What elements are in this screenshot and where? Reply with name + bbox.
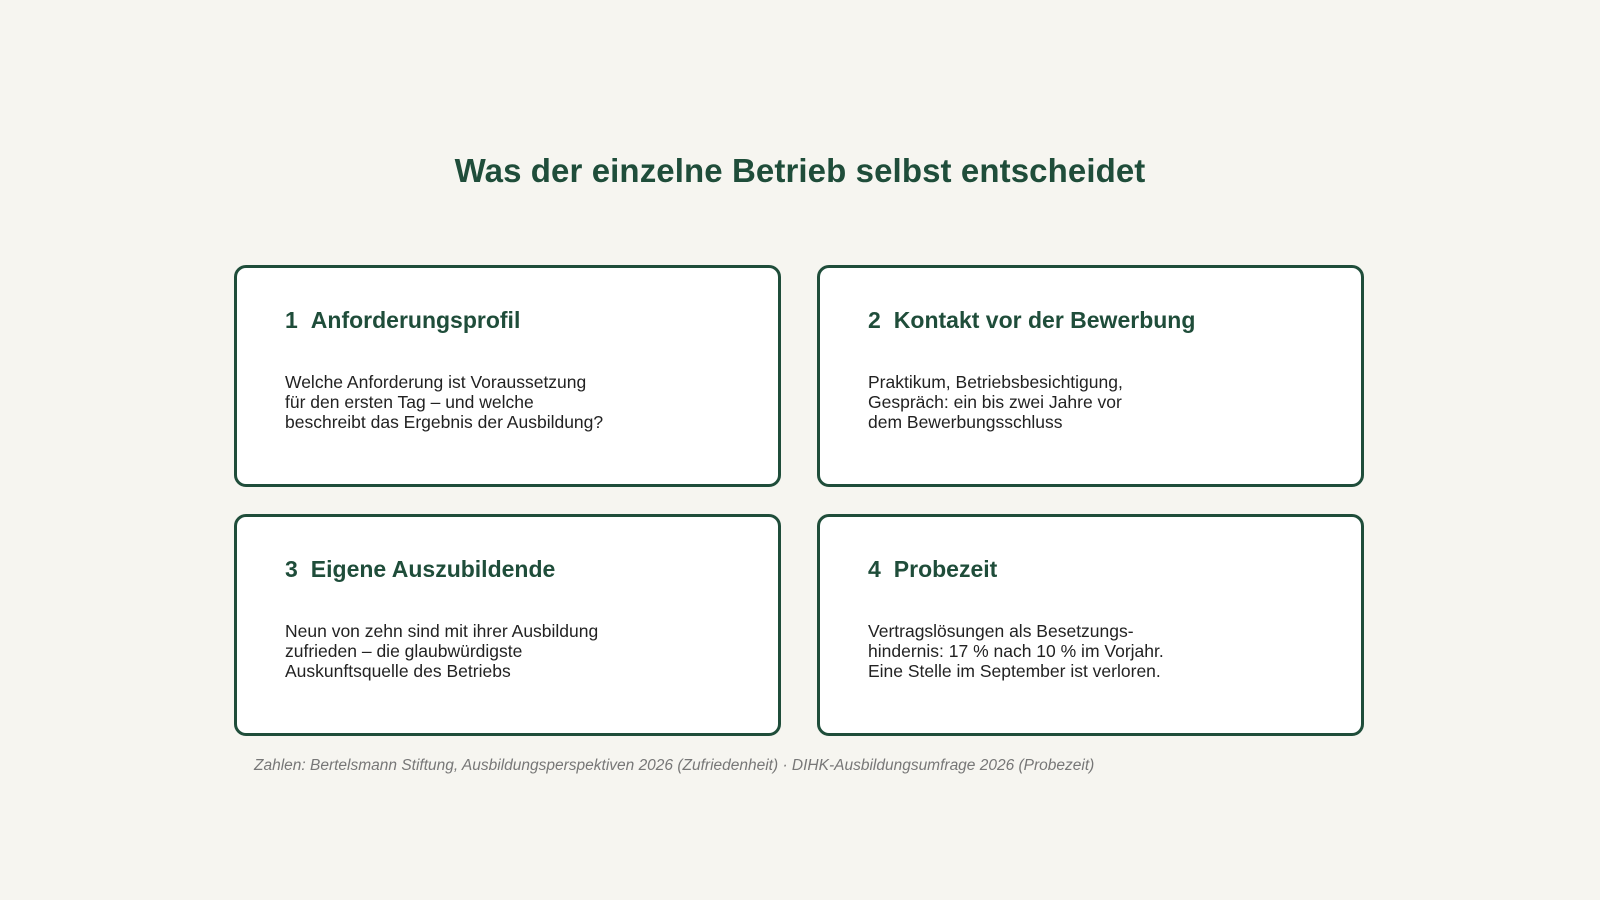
source-note: Zahlen: Bertelsmann Stiftung, Ausbildungsperspektiven 2026 (Zufriedenheit) · DIHK-Ausbildungsumfrage 2026 (Probezeit): [254, 757, 1095, 774]
card-heading: [285, 307, 520, 334]
card-text: [868, 621, 1164, 681]
card-heading: [285, 556, 555, 583]
card-anforderungsprofil: [234, 265, 781, 487]
card-text: [285, 621, 598, 681]
page-title: Was der einzelne Betrieb selbst entscheidet: [454, 152, 1146, 189]
card-text: [868, 372, 1123, 432]
card-heading: [868, 307, 1195, 334]
card-heading: [868, 556, 997, 583]
card-title: Anforderungsprofil: [310, 307, 521, 333]
card-text-line: hindernis: 17 % nach 10 % im Vorjahr.: [868, 641, 1164, 661]
card-number: 1: [285, 307, 298, 333]
card-kontakt-vor-der-bewerbung: [817, 265, 1364, 487]
card-text-line: Vertragslösungen als Besetzungs-: [868, 621, 1134, 641]
card-text-line: dem Bewerbungsschluss: [868, 412, 1063, 432]
card-title: Kontakt vor der Bewerbung: [893, 307, 1196, 333]
card-text-line: zufrieden – die glaubwürdigste: [285, 641, 523, 661]
card-number: 4: [868, 556, 881, 582]
card-title: Probezeit: [893, 556, 998, 582]
card-text-line: Welche Anforderung ist Voraussetzung: [285, 372, 587, 392]
card-text-line: Praktikum, Betriebsbesichtigung,: [868, 372, 1123, 392]
card-text-line: beschreibt das Ergebnis der Ausbildung?: [285, 412, 604, 432]
card-text-line: Neun von zehn sind mit ihrer Ausbildung: [285, 621, 599, 641]
card-title: Eigene Auszubildende: [310, 556, 556, 582]
card-text-line: Auskunftsquelle des Betriebs: [285, 661, 511, 681]
card-text-line: für den ersten Tag – und welche: [285, 392, 534, 412]
card-text: [285, 372, 603, 432]
card-number: 2: [868, 307, 881, 333]
card-eigene-auszubildende: [234, 514, 781, 736]
card-number: 3: [285, 556, 298, 582]
card-text-line: Eine Stelle im September ist verloren.: [868, 661, 1161, 681]
card-probezeit: [817, 514, 1364, 736]
card-text-line: Gespräch: ein bis zwei Jahre vor: [868, 392, 1122, 412]
